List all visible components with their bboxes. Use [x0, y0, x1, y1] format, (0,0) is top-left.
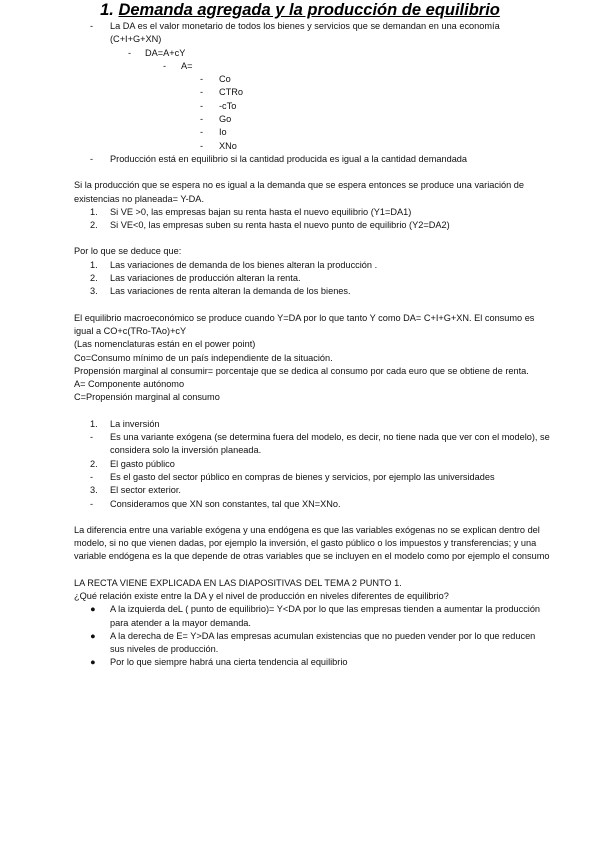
item-number: 2.: [90, 220, 98, 231]
macro-paragraph: El equilibrio macroeconómico se produce cuando Y=DA por lo que tanto Y como DA= C+I+G+XN. El consumo es igual a CO+c(TRo-TAo)+cY: [74, 312, 535, 336]
component-title: El gasto público: [110, 458, 175, 469]
deduce-item-text: Las variaciones de producción alteran la renta.: [110, 273, 301, 284]
bullet-dot: ●: [90, 630, 96, 641]
component-desc: [90, 431, 550, 458]
dash-marker: -: [90, 432, 94, 443]
item-number: 1.: [90, 206, 98, 217]
dash-marker: -: [200, 87, 204, 98]
macro-line: A= Componente autónomo: [74, 379, 185, 390]
item-number: 1.: [90, 418, 98, 429]
dash-marker: -: [128, 47, 132, 58]
dash-marker: -: [90, 153, 94, 164]
ve-intro: Si la producción que se espera no es igual a la demanda que se espera entonces se produce una variación de existencias no planeada= Y-DA.: [74, 180, 524, 204]
ve-item: [90, 206, 550, 219]
answer-item: [90, 603, 550, 630]
dash-marker: -: [90, 498, 94, 509]
component-heading: [90, 458, 550, 471]
a-component: [200, 100, 550, 113]
bullet-dot: ●: [90, 604, 96, 615]
equilibrium-bullet: [90, 153, 550, 166]
deduce-item: [90, 272, 550, 285]
title-number: 1.: [100, 1, 114, 19]
a-component-text: XNo: [219, 140, 237, 151]
component-title: El sector exterior.: [110, 485, 181, 496]
da-formula-item: [128, 47, 550, 60]
dash-marker: -: [200, 140, 204, 151]
title-text: Demanda agregada y la producción de equilibrio: [118, 1, 500, 19]
answer-text: Por lo que siempre habrá una cierta tendencia al equilibrio: [110, 657, 348, 668]
dash-marker: -: [200, 100, 204, 111]
macro-line: (Las nomenclaturas están en el power point): [74, 339, 256, 350]
deduce-intro: Por lo que se deduce que:: [74, 246, 182, 257]
a-component: [200, 140, 550, 153]
intro-bullet-text: La DA es el valor monetario de todos los bienes y servicios que se demandan en una economía (C+I+G+XN): [110, 21, 500, 45]
dash-marker: -: [90, 471, 94, 482]
deduce-item: [90, 259, 550, 272]
dash-marker: -: [200, 127, 204, 138]
item-number: 3.: [90, 286, 98, 297]
component-desc: [90, 471, 550, 484]
deduce-item: [90, 285, 550, 298]
macro-line: Co=Consumo mínimo de un país independiente de la situación.: [74, 352, 333, 363]
recta-heading: LA RECTA VIENE EXPLICADA EN LAS DIAPOSITIVAS DEL TEMA 2 PUNTO 1.: [74, 577, 402, 588]
a-component-text: Co: [219, 74, 231, 85]
page-title: [0, 0, 600, 20]
macro-line: Propensión marginal al consumir= porcentaje que se dedica al consumo por cada euro que se obtiene de renta.: [74, 365, 529, 376]
item-number: 1.: [90, 259, 98, 270]
answer-text: A la izquierda deL ( punto de equilibrio)= Y<DA por lo que las empresas tienden a aumentar la producción para atender a la mayor demanda.: [110, 604, 541, 628]
deduce-item-text: Las variaciones de renta alteran la demanda de los bienes.: [110, 286, 351, 297]
variables-paragraph: La diferencia entre una variable exógena y una endógena es que las variables exógenas no se explican dentro del modelo, si no que vienen dadas, por ejemplo la inversión, el gasto público o los impuestos y transferencias; y una variable endógena es la que depende de otras variables que se incluyen en el modelo como por ejemplo el consumo: [74, 524, 550, 562]
ve-item-text: Si VE >0, las empresas bajan su renta hasta el nuevo equilibrio (Y1=DA1): [110, 206, 412, 217]
a-component-text: Io: [219, 127, 227, 138]
bullet-dot: ●: [90, 657, 96, 668]
item-number: 3.: [90, 485, 98, 496]
dash-marker: -: [200, 114, 204, 125]
a-component: [200, 126, 550, 139]
da-formula: DA=A+cY: [145, 47, 186, 58]
a-component-text: Go: [219, 114, 232, 125]
component-heading: [90, 418, 550, 431]
a-component: [200, 86, 550, 99]
macro-line: C=Propensión marginal al consumo: [74, 392, 220, 403]
answer-item: [90, 630, 550, 657]
document-body: [74, 20, 550, 670]
component-heading: [90, 484, 550, 497]
item-number: 2.: [90, 458, 98, 469]
a-component-text: CTRo: [219, 87, 243, 98]
a-label: A=: [181, 60, 193, 71]
item-number: 2.: [90, 273, 98, 284]
component-desc-text: Consideramos que XN son constantes, tal que XN=XNo.: [110, 498, 341, 509]
component-desc: [90, 498, 550, 511]
dash-marker: -: [90, 21, 94, 31]
answer-item: [90, 656, 550, 669]
a-label-item: [163, 60, 550, 73]
answer-text: A la derecha de E= Y>DA las empresas acumulan existencias que no pueden vender por lo que reducen sus niveles de producción.: [110, 630, 536, 655]
a-component-text: -cTo: [219, 100, 237, 111]
equilibrium-bullet-text: Producción está en equilibrio si la cantidad producida es igual a la cantidad demandada: [110, 153, 468, 164]
component-desc-text: Es una variante exógena (se determina fuera del modelo, es decir, no tiene nada que ver con el modelo), se considera solo la inversión planeada.: [110, 432, 550, 456]
ve-item: [90, 219, 550, 232]
a-component: [200, 113, 550, 126]
dash-marker: -: [163, 60, 167, 71]
component-desc-text: Es el gasto del sector público en compras de bienes y servicios, por ejemplo las universidades: [110, 471, 495, 482]
intro-bullet: [90, 20, 550, 47]
ve-item-text: Si VE<0, las empresas suben su renta hasta el nuevo punto de equilibrio (Y2=DA2): [110, 220, 450, 231]
a-component: [200, 73, 550, 86]
component-title: La inversión: [110, 418, 160, 429]
question: ¿Qué relación existe entre la DA y el nivel de producción en niveles diferentes de equilibrio?: [74, 590, 449, 601]
deduce-item-text: Las variaciones de demanda de los bienes alteran la producción .: [110, 259, 378, 270]
dash-marker: -: [200, 74, 204, 85]
